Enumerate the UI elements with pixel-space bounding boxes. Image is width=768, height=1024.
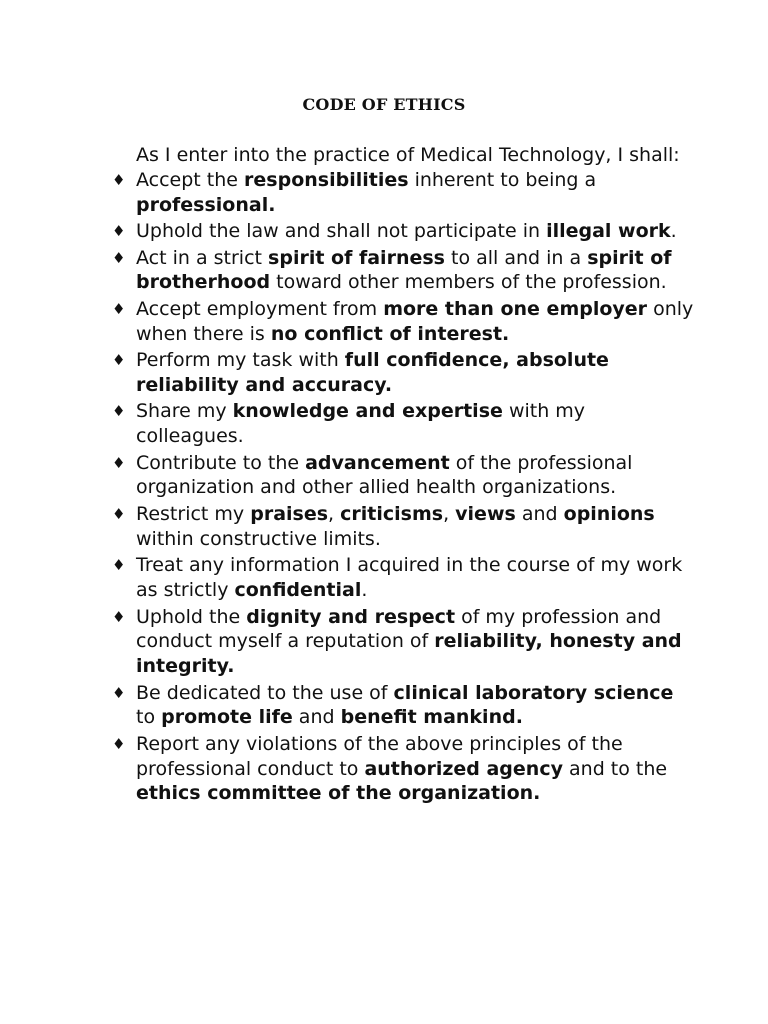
emphasis-text: ethics committee of the organization. bbox=[136, 782, 541, 805]
emphasis-text: no conflict of interest. bbox=[270, 322, 510, 345]
emphasis-text: reliability, honesty and integrity. bbox=[136, 630, 682, 678]
emphasis-text: advancement bbox=[305, 451, 450, 474]
list-item bbox=[112, 399, 696, 449]
item-text: Uphold the bbox=[136, 605, 247, 628]
emphasis-text: spirit of fairness bbox=[268, 246, 445, 269]
list-item bbox=[112, 553, 696, 603]
diamond-bullet-icon: ♦ bbox=[112, 607, 126, 626]
list-item bbox=[112, 219, 696, 244]
diamond-bullet-icon: ♦ bbox=[112, 734, 126, 753]
list-item bbox=[112, 451, 696, 501]
emphasis-text: clinical laboratory science bbox=[393, 681, 674, 704]
item-text: to bbox=[136, 706, 162, 729]
diamond-bullet-icon: ♦ bbox=[112, 402, 126, 421]
diamond-bullet-icon: ♦ bbox=[112, 170, 126, 189]
item-text: within constructive limits. bbox=[136, 527, 381, 550]
emphasis-text: confidential bbox=[234, 579, 362, 602]
emphasis-text: opinions bbox=[563, 502, 655, 525]
emphasis-text: full confidence, absolute reliability and accuracy. bbox=[136, 349, 609, 396]
emphasis-text: responsibilities bbox=[244, 168, 409, 191]
item-text: , bbox=[328, 502, 341, 525]
item-text: Treat any information I acquired in the course of my work as strictly bbox=[136, 554, 683, 602]
intro-paragraph: As I enter into the practice of Medical Technology, I shall: bbox=[136, 144, 680, 166]
item-text: Contribute to the bbox=[136, 451, 306, 474]
item-text: only when there is bbox=[136, 297, 694, 345]
item-text: Share my bbox=[136, 400, 233, 423]
list-item bbox=[112, 681, 696, 731]
item-text: of my profession and conduct myself a reputation of bbox=[136, 605, 662, 653]
diamond-bullet-icon: ♦ bbox=[112, 222, 126, 241]
list-item bbox=[112, 605, 696, 679]
list-item bbox=[112, 246, 696, 296]
diamond-bullet-icon: ♦ bbox=[112, 299, 126, 318]
list-item bbox=[112, 348, 696, 398]
item-text: with my colleagues. bbox=[136, 400, 586, 448]
ethics-list bbox=[112, 168, 696, 806]
diamond-bullet-icon: ♦ bbox=[112, 453, 126, 472]
list-item bbox=[112, 297, 696, 347]
emphasis-text: professional. bbox=[136, 193, 276, 216]
item-text: Be dedicated to the use of bbox=[136, 681, 394, 704]
item-text: and bbox=[292, 706, 341, 729]
item-text: . bbox=[361, 579, 368, 602]
item-text: Restrict my bbox=[136, 502, 251, 525]
item-text: Accept the bbox=[136, 168, 245, 191]
emphasis-text: views bbox=[455, 502, 516, 525]
emphasis-text: dignity and respect bbox=[246, 605, 456, 628]
list-item bbox=[112, 732, 696, 806]
item-text: Act in a strict bbox=[136, 246, 269, 269]
document-body bbox=[112, 143, 696, 808]
diamond-bullet-icon: ♦ bbox=[112, 556, 126, 575]
item-text: and to the bbox=[562, 757, 668, 780]
item-text: Perform my task with bbox=[136, 349, 345, 372]
item-text: inherent to being a bbox=[408, 168, 597, 191]
emphasis-text: illegal work bbox=[546, 220, 671, 243]
emphasis-text: promote life bbox=[161, 706, 293, 729]
item-text: . bbox=[670, 220, 677, 243]
emphasis-text: authorized agency bbox=[364, 757, 563, 780]
diamond-bullet-icon: ♦ bbox=[112, 504, 126, 523]
document-title-text: CODE OF ETHICS bbox=[302, 95, 466, 114]
item-text: Uphold the law and shall not participate in bbox=[136, 220, 547, 243]
emphasis-text: benefit mankind. bbox=[340, 706, 523, 729]
item-text: of the professional organization and other allied health organizations. bbox=[136, 451, 633, 499]
emphasis-text: more than one employer bbox=[383, 297, 648, 320]
emphasis-text: spirit of brotherhood bbox=[136, 246, 672, 294]
item-text: to all and in a bbox=[444, 246, 588, 269]
diamond-bullet-icon: ♦ bbox=[112, 351, 126, 370]
diamond-bullet-icon: ♦ bbox=[112, 683, 126, 702]
item-text: Report any violations of the above principles of the professional conduct to bbox=[136, 732, 623, 780]
item-text: toward other members of the profession. bbox=[270, 271, 667, 294]
item-text: Accept employment from bbox=[136, 297, 384, 320]
emphasis-text: praises bbox=[250, 502, 329, 525]
item-text: , bbox=[443, 502, 456, 525]
diamond-bullet-icon: ♦ bbox=[112, 248, 126, 267]
list-item bbox=[112, 502, 696, 552]
emphasis-text: criticisms bbox=[340, 502, 444, 525]
item-text: and bbox=[515, 502, 564, 525]
list-item bbox=[112, 168, 696, 218]
emphasis-text: knowledge and expertise bbox=[232, 400, 503, 423]
document-title bbox=[0, 95, 768, 114]
